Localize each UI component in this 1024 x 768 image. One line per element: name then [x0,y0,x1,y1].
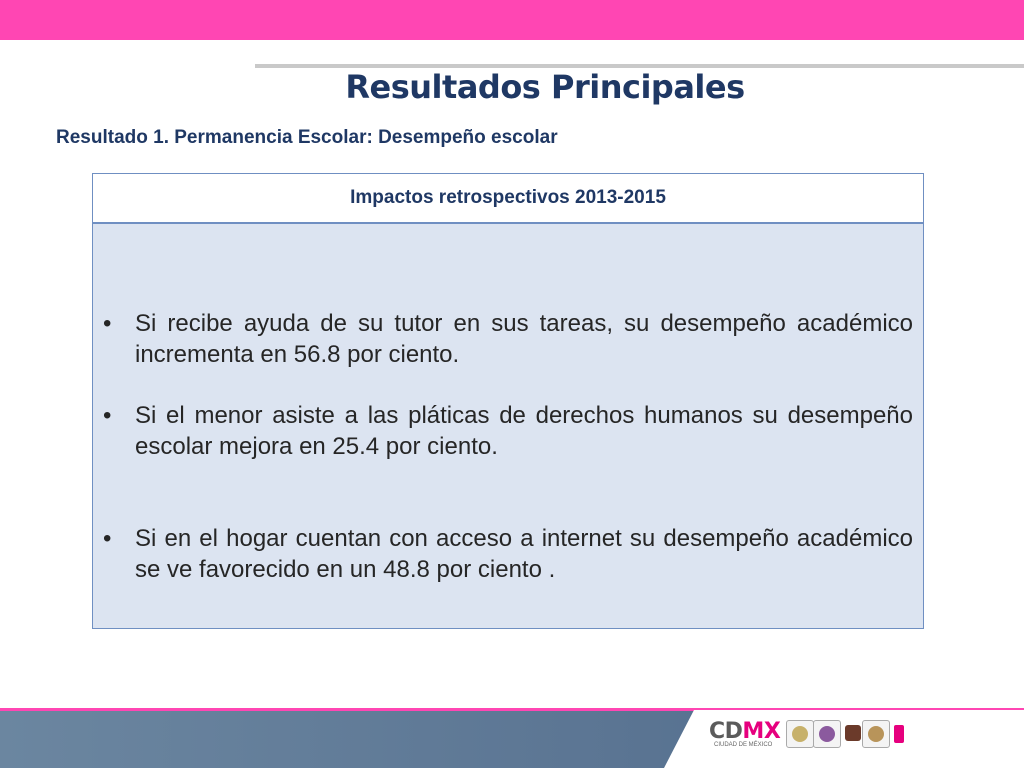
cdmx-logo-suffix: MX [742,719,781,744]
seal-icon [862,720,890,748]
bullet-text: Si en el hogar cuentan con acceso a internet su desempeño académico se ve favorecido en un 48.8 por ciento . [135,525,913,583]
seal-icon [813,720,841,748]
page-title: Resultados Principales [345,68,745,106]
bullet-item [103,400,913,462]
panel-header: Impactos retrospectivos 2013-2015 [93,174,923,224]
bullet-text: Si el menor asiste a las pláticas de derechos humanos su desempeño escolar mejora en 25.4 por ciento. [135,402,913,460]
section-subtitle: Resultado 1. Permanencia Escolar: Desempeño escolar [56,127,558,148]
cdmx-logo-prefix: CD [709,719,743,744]
top-accent-bar [0,0,1024,40]
cdmx-logo [709,719,780,744]
bullet-item [103,308,913,370]
bullet-marker: • [103,310,112,337]
institution-logo-icon [889,720,929,746]
bullet-marker: • [103,525,112,552]
bullet-text: Si recibe ayuda de su tutor en sus tareas, su desempeño académico incrementa en 56.8 por ciento. [135,310,913,368]
cdmx-logo-subtitle: CIUDAD DE MÉXICO [714,742,773,748]
bullet-marker: • [103,402,112,429]
results-panel [92,173,924,629]
bullet-item [103,523,913,585]
seal-icon [786,720,814,748]
